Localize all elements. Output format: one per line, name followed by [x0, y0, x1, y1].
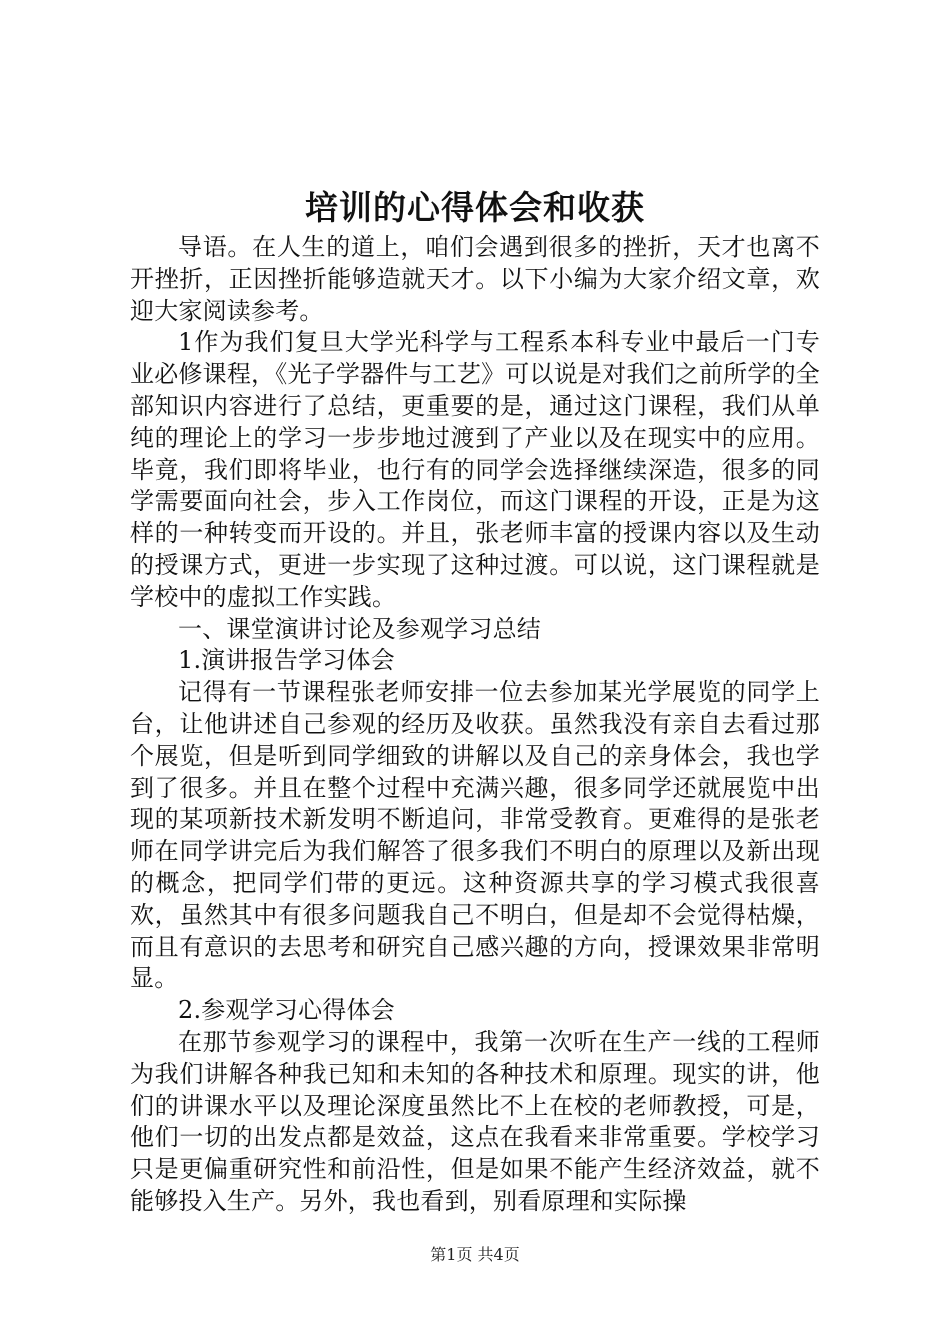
document-title: 培训的心得体会和收获	[305, 188, 645, 227]
page-number-footer: 第1页 共4页	[430, 1245, 520, 1264]
intro-paragraph: 导语。在人生的道上，咱们会遇到很多的挫折，天才也离不开挫折，正因挫折能够造就天才。以下小编为大家介绍文章，欢迎大家阅读参考。	[130, 233, 820, 325]
section-heading-1: 一、课堂演讲讨论及参观学习总结	[178, 614, 541, 643]
subsection-heading-1: 1.演讲报告学习体会	[178, 646, 395, 675]
subsection-heading-2: 2.参观学习心得体会	[178, 996, 395, 1025]
document-body	[130, 232, 820, 1218]
body-paragraph-3: 在那节参观学习的课程中，我第一次听在生产一线的工程师为我们讲解各种我已知和未知的各种技术和原理。现实的讲，他们的讲课水平以及理论深度虽然比不上在校的老师教授，可是，他们一切的出发点都是效益，这点在我看来非常重要。学校学习只是更偏重研究性和前沿性，但是如果不能产生经济效益，就不能够投入生产。另外，我也看到，别看原理和实际操	[130, 1027, 820, 1215]
body-paragraph-1: 1作为我们复旦大学光科学与工程系本科专业中最后一门专业必修课程，《光子学器件与工艺》可以说是对我们之前所学的全部知识内容进行了总结，更重要的是，通过这门课程，我们从单纯的理论上的学习一步步地过渡到了产业以及在现实中的应用。毕竟，我们即将毕业，也行有的同学会选择继续深造，很多的同学需要面向社会，步入工作岗位，而这门课程的开设，正是为这样的一种转变而开设的。并且，张老师丰富的授课内容以及生动的授课方式，更进一步实现了这种过渡。可以说，这门课程就是学校中的虚拟工作实践。	[130, 328, 820, 611]
body-paragraph-2: 记得有一节课程张老师安排一位去参加某光学展览的同学上台，让他讲述自己参观的经历及收获。虽然我没有亲自去看过那个展览，但是听到同学细致的讲解以及自己的亲身体会，我也学到了很多。并且在整个过程中充满兴趣，很多同学还就展览中出现的某项新技术新发明不断追问，非常受教育。更难得的是张老师在同学讲完后为我们解答了很多我们不明白的原理以及新出现的概念，把同学们带的更远。这种资源共享的学习模式我很喜欢，虽然其中有很多问题我自己不明白，但是却不会觉得枯燥，而且有意识的去思考和研究自己感兴趣的方向，授课效果非常明显。	[130, 678, 820, 993]
